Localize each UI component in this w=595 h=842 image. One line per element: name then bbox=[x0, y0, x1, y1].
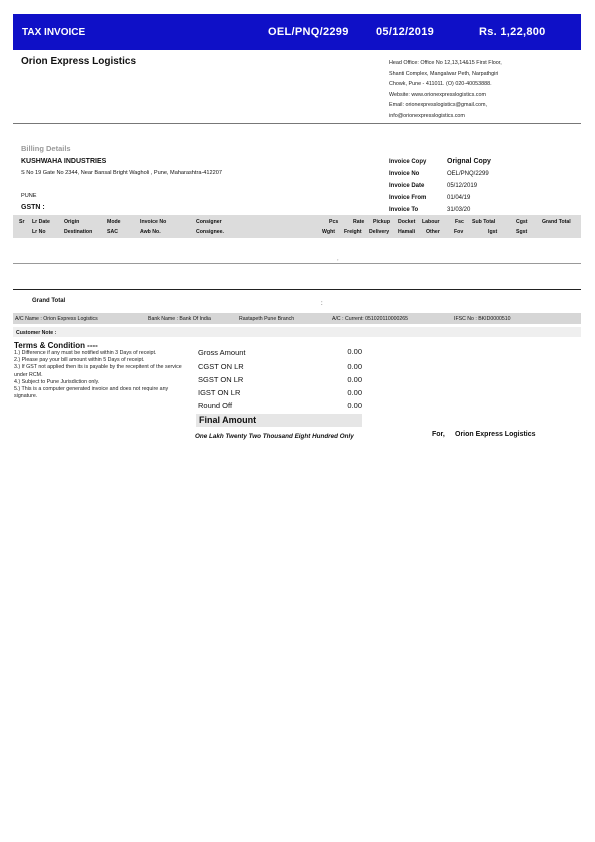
bank-details-row bbox=[13, 313, 581, 324]
cgst-value: 0.00 bbox=[347, 362, 362, 371]
bank-name: Bank Name : Bank Of India bbox=[148, 316, 211, 322]
invoice-no-value: OEL/PNQ/2299 bbox=[447, 171, 489, 177]
invoice-no-label: Invoice No bbox=[389, 171, 420, 177]
company-name: Orion Express Logistics bbox=[21, 56, 137, 67]
items-table-header bbox=[13, 215, 581, 238]
office-line: Shanti Complex, Mangalwar Peth, Narpathgiri bbox=[389, 70, 499, 77]
col-labour: Labour bbox=[422, 219, 440, 225]
banner-total-amount: Rs. 1,22,800 bbox=[479, 26, 546, 38]
ifsc-code: IFSC No : BKID0000510 bbox=[454, 316, 511, 322]
invoice-copy-label: Invoice Copy bbox=[389, 159, 427, 165]
final-amount-row bbox=[196, 414, 362, 427]
col-cgst: Cgst bbox=[516, 219, 528, 225]
bank-branch: Rastapeth Pune Branch bbox=[239, 316, 295, 322]
customer-address: S No 19 Gate No 2344, Near Bansal Bright Wagholi , Pune, Maharashtra-412207 bbox=[21, 170, 222, 176]
terms-item: 1.) Difference if any must be notified within 3 Days of receipt. bbox=[14, 350, 157, 356]
office-website: Website: www.orionexpresslogistics.com bbox=[389, 91, 486, 98]
col-lr-no: Lr No bbox=[32, 229, 46, 235]
invoice-from-value: 01/04/19 bbox=[447, 195, 471, 201]
round-off-label: Round Off bbox=[198, 401, 233, 410]
col-hamali: Hamali bbox=[398, 229, 416, 235]
col-rate: Rate bbox=[353, 219, 365, 225]
office-line: Head Office: Office No 12,13,14&15 First Floor, bbox=[389, 60, 502, 66]
office-email-secondary: info@orionexpresslogistics.com bbox=[389, 112, 465, 119]
igst-label: IGST ON LR bbox=[198, 388, 241, 397]
col-awb-no: Awb No. bbox=[140, 229, 161, 235]
banner-invoice-date: 05/12/2019 bbox=[376, 26, 435, 38]
col-sub-total: Sub Total bbox=[472, 219, 496, 225]
col-other: Other bbox=[426, 229, 440, 235]
gross-amount-label: Gross Amount bbox=[198, 348, 246, 357]
col-invoice-no: Invoice No bbox=[140, 219, 167, 225]
col-destination: Destination bbox=[64, 229, 93, 235]
head-office-address bbox=[389, 58, 579, 122]
col-consignee: Consignee. bbox=[196, 229, 224, 235]
col-fov: Fov bbox=[454, 229, 464, 235]
header-divider bbox=[13, 123, 581, 124]
invoice-from-label: Invoice From bbox=[389, 195, 427, 201]
invoice-date-label: Invoice Date bbox=[389, 183, 425, 189]
col-origin: Origin bbox=[64, 219, 80, 225]
final-amount-label: Final Amount bbox=[199, 415, 257, 425]
amount-in-words: One Lakh Twenty Two Thousand Eight Hundred Only bbox=[195, 433, 354, 440]
customer-name: KUSHWAHA INDUSTRIES bbox=[21, 158, 107, 165]
grand-total-label: Grand Total bbox=[32, 298, 66, 304]
cgst-label: CGST ON LR bbox=[198, 362, 244, 371]
grand-total-colon: : bbox=[321, 301, 323, 307]
col-docket: Docket bbox=[398, 219, 416, 225]
round-off-value: 0.00 bbox=[347, 401, 362, 410]
col-pcs: Pcs bbox=[329, 219, 339, 225]
for-label: For, bbox=[432, 431, 445, 438]
terms-item: 5.) This is a computer generated invoice and does not require any signature. bbox=[14, 386, 169, 400]
col-freight: Freight bbox=[344, 229, 362, 235]
banner-invoice-number: OEL/PNQ/2299 bbox=[268, 26, 349, 38]
col-igst: Igst bbox=[488, 229, 498, 235]
terms-item: 3.) If GST not applied then its is payable by the recepitent of the service under RCM. bbox=[14, 364, 182, 378]
sgst-label: SGST ON LR bbox=[198, 375, 244, 384]
terms-list bbox=[14, 350, 192, 400]
account-name: A/C Name : Orion Express Logistics bbox=[15, 316, 98, 322]
office-email: Email: orionexpresslogistics@gmail.com, bbox=[389, 102, 488, 109]
terms-title: Terms & Condition ---- bbox=[14, 341, 98, 350]
col-pickup: Pickup bbox=[373, 219, 391, 225]
table-row-divider bbox=[13, 263, 581, 264]
col-mode: Mode bbox=[107, 219, 121, 225]
billing-details-label: Billing Details bbox=[21, 144, 71, 153]
col-fsc: Fsc bbox=[455, 219, 464, 225]
customer-note-label: Customer Note : bbox=[16, 329, 57, 336]
signatory-name: Orion Express Logistics bbox=[455, 431, 536, 438]
col-sr: Sr bbox=[19, 219, 25, 225]
col-lr-date: Lr Date bbox=[32, 219, 50, 225]
invoice-banner bbox=[13, 14, 581, 50]
gstn-label: GSTN : bbox=[21, 204, 45, 211]
igst-value: 0.00 bbox=[347, 388, 362, 397]
table-bottom-divider bbox=[13, 289, 581, 290]
col-sac: SAC bbox=[107, 229, 118, 235]
invoice-date-value: 05/12/2019 bbox=[447, 183, 478, 189]
table-comma-mark: , bbox=[337, 256, 339, 262]
document-title: TAX INVOICE bbox=[22, 27, 86, 38]
terms-item: 2.) Please pay your bill amount within 5 Days of receipt. bbox=[14, 357, 145, 364]
gross-amount-value: 0.00 bbox=[347, 347, 362, 356]
invoice-copy-value: Orignal Copy bbox=[447, 158, 491, 165]
col-sgst: Sgst bbox=[516, 229, 528, 235]
customer-city: PUNE bbox=[21, 193, 37, 199]
invoice-to-value: 31/03/20 bbox=[447, 207, 471, 213]
terms-item: 4.) Subject to Pune Jurisdiction only. bbox=[14, 378, 100, 385]
col-weight: Wght bbox=[322, 229, 335, 235]
col-delivery: Delivery bbox=[369, 229, 390, 235]
col-grand-total: Grand Total bbox=[542, 219, 571, 225]
customer-note-row bbox=[13, 327, 581, 337]
invoice-to-label: Invoice To bbox=[389, 207, 419, 213]
office-line: Chowk, Pune - 411011. (O) 020-40053888. bbox=[389, 81, 492, 88]
account-number: A/C : Current: 051020110000265 bbox=[332, 316, 409, 322]
sgst-value: 0.00 bbox=[347, 375, 362, 384]
col-consigner: Consigner bbox=[196, 219, 222, 225]
